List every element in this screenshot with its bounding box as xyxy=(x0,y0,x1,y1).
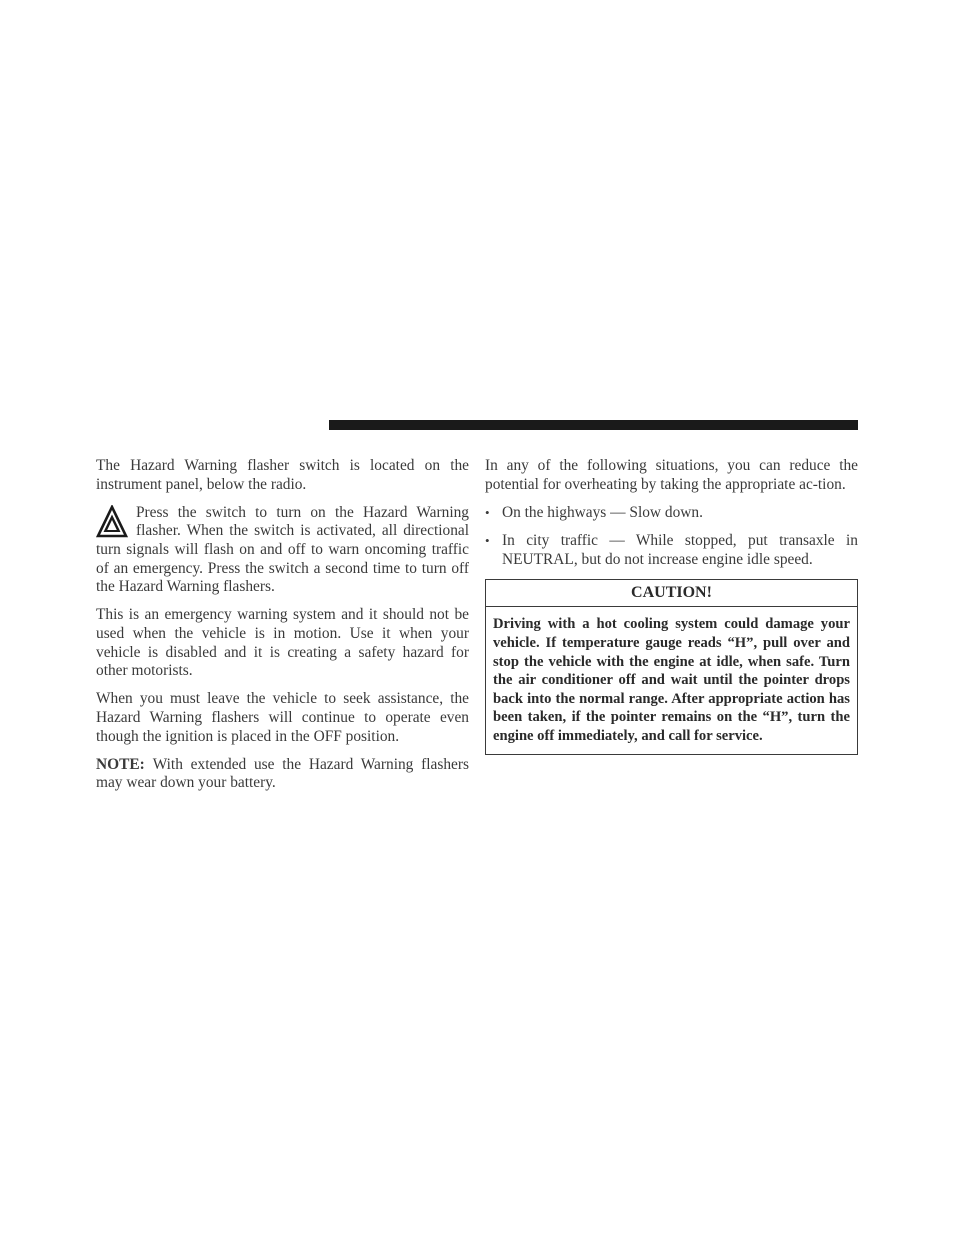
section-header-rule xyxy=(329,420,858,430)
caution-text: Driving with a hot cooling system could damage your vehicle. If temperature gauge reads “H”, pull over and stop the vehicle with the engine at idle, when safe. Turn the air conditioner off and wait until the pointer drops back into the normal range. After appropriate action has been taken, if the pointer remains on the “H”, turn the engine off immediately, and call for service. xyxy=(493,616,850,744)
situation-list xyxy=(485,504,858,569)
hazard-instruction-text: Press the switch to turn on the Hazard Warning flasher. When the switch is activated, all directional turn signals will flash on and off to warn oncoming traffic of an emergency. Press the switch a second time to turn off the Hazard Warning flashers. xyxy=(96,503,469,596)
left-column xyxy=(96,457,469,802)
right-column xyxy=(485,457,858,755)
note-label: NOTE: xyxy=(96,755,145,773)
note-paragraph xyxy=(96,756,469,793)
hazard-instruction-block xyxy=(96,504,469,597)
caution-title: CAUTION! xyxy=(486,580,857,608)
caution-box xyxy=(485,579,858,755)
note-text: With extended use the Hazard Warning flashers may wear down your battery. xyxy=(96,755,469,792)
emergency-system-paragraph: This is an emergency warning system and it should not be used when the vehicle is in motion. Use it when your vehicle is disabled and it is creating a safety hazard for other motorists. xyxy=(96,606,469,680)
hazard-warning-triangle-icon xyxy=(96,505,128,541)
leave-vehicle-paragraph: When you must leave the vehicle to seek assistance, the Hazard Warning flashers will continue to operate even though the ignition is placed in the OFF position. xyxy=(96,690,469,745)
list-item: • On the highways — Slow down. xyxy=(485,504,858,523)
hazard-location-paragraph: The Hazard Warning flasher switch is located on the instrument panel, below the radio. xyxy=(96,457,469,493)
overheating-intro-paragraph: In any of the following situations, you can reduce the potential for overheating by taking the appropriate ac-tion. xyxy=(485,457,858,493)
list-item: • In city traffic — While stopped, put transaxle in NEUTRAL, but do not increase engine idle speed. xyxy=(485,532,858,569)
